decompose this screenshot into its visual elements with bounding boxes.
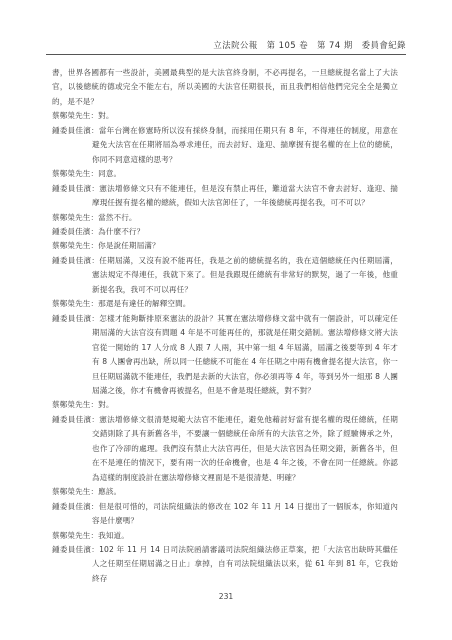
transcript-paragraph: 鍾委員佳濱：為什麼不行？: [52, 226, 145, 236]
transcript-paragraph: 蔡鄭榮先生：對。: [52, 111, 114, 121]
transcript-paragraph: 蔡鄭榮先生：你是說任期屆滿？: [52, 241, 160, 251]
transcript-paragraph: 鍾委員佳濱：怎樣才能夠斷排原來憲法的設計？其實在憲法增修條文當中就有一個設計，可以確定任期屆滿的大法官沒有問題 4 年是不可能再任的，那就是任期交錯制。憲法增修條文將大法官從一開始的 17 人分成 8 人跟 7 人兩，其中第一組 4 年屆滿，屆滿之後要等到 4 年才有 8 人團會再出缺，所以同一任總統不可能在 4 年任期之中兩有機會提名提大法官，你一旦任期屆滿就不能連任，我們是去新的大法官，你必須再等 4 年，等到另外一組那 8 人團屆滿之後，你才有機會再被提名，但是不會是現任總統，對不對？: [52, 313, 398, 395]
transcript-paragraph: 蔡鄭榮先生：應該。: [52, 487, 122, 497]
page-number: 231: [218, 592, 234, 601]
transcript-paragraph: 鍾委員佳濱：憲法增修條文只有不能連任，但是沒有禁止再任，難道當大法官不會去討好、逢迎、揣摩現任握有提名權的總統，假如大法官卸任了，一年後總統再提名我，可不可以？: [52, 183, 398, 208]
transcript-paragraph: 鍾委員佳濱：憲法增修條文很清楚規範大法官不能連任，避免他藉討好當有提名權的現任總統，任期交錯則除了具有新舊各半，不要讓一個總統任命所有的大法官之外，除了經驗傳承之外，也作了冷卻的處理。我們沒有禁止大法官再任，但是大法官因為任期交錯，新舊各半，但在不是連任的情況下，要有兩一次的任命機會，也是 4 年之後，不會在同一任總統。你認為這樣的制度設計在憲法增修條文裡面是不是很清楚、明確？: [52, 414, 398, 482]
transcript-paragraph: 鍾委員佳濱：當年台灣在修憲時所以沒有採終身制，而採用任期只有 8 年，不得連任的制度，用意在避免大法官在任期將屆為尋求連任，而去討好、逢迎、揣摩握有提名權的在上位的總統，你同不同意這樣的思考？: [52, 125, 398, 164]
header-divider: [46, 54, 406, 55]
transcript-paragraph: 蔡鄭榮先生：那還是有違任的解釋空間。: [52, 299, 191, 309]
transcript-paragraph: 鍾委員佳濱：102 年 11 月 14 日司法院函請審議司法院組織法修正草案，把「大法官出缺時其繼任人之任期至任期屆滿之日止」拿掉，自有司法院組織法以來，從 61 年到 81 年，它我始終存: [52, 544, 398, 583]
transcript-paragraph: 蔡鄭榮先生：對。: [52, 400, 114, 410]
transcript-paragraph: 蔡鄭榮先生：當然不行。: [52, 212, 137, 222]
transcript-paragraph: 鍾委員佳濱：任期屆滿，又沒有說不能再任，我是之前的總統提名的，我在這個總統任內任期屆滿，憲法規定不得連任，我就下來了。但是我跟現任總統有非常好的默契，過了一年後，他重新提名我，我可不可以再任？: [52, 255, 398, 294]
transcript-paragraph: 蔡鄭榮先生：同意。: [52, 169, 122, 179]
gazette-header-title: 立法院公報 第 105 卷 第 74 期 委員會紀錄: [213, 40, 406, 50]
transcript-body: [52, 66, 398, 586]
transcript-paragraph: 書，世界各國都有一些設計，美國最典型的是大法官終身制，不必再提名，一旦總統提名當上了大法官，以後總統的德或完全不能左右，所以美國的大法官任期很長，而且我們相信他們完完全全是獨立的，是不是？: [52, 68, 398, 106]
transcript-paragraph: 鍾委員佳濱：但是很可惜的，司法院組織法的修改在 102 年 11 月 14 日提出了一個版本，你知道內容是什麼嗎？: [52, 501, 398, 526]
transcript-paragraph: 蔡鄭榮先生：我知道。: [52, 530, 129, 540]
page-header: [0, 39, 452, 59]
